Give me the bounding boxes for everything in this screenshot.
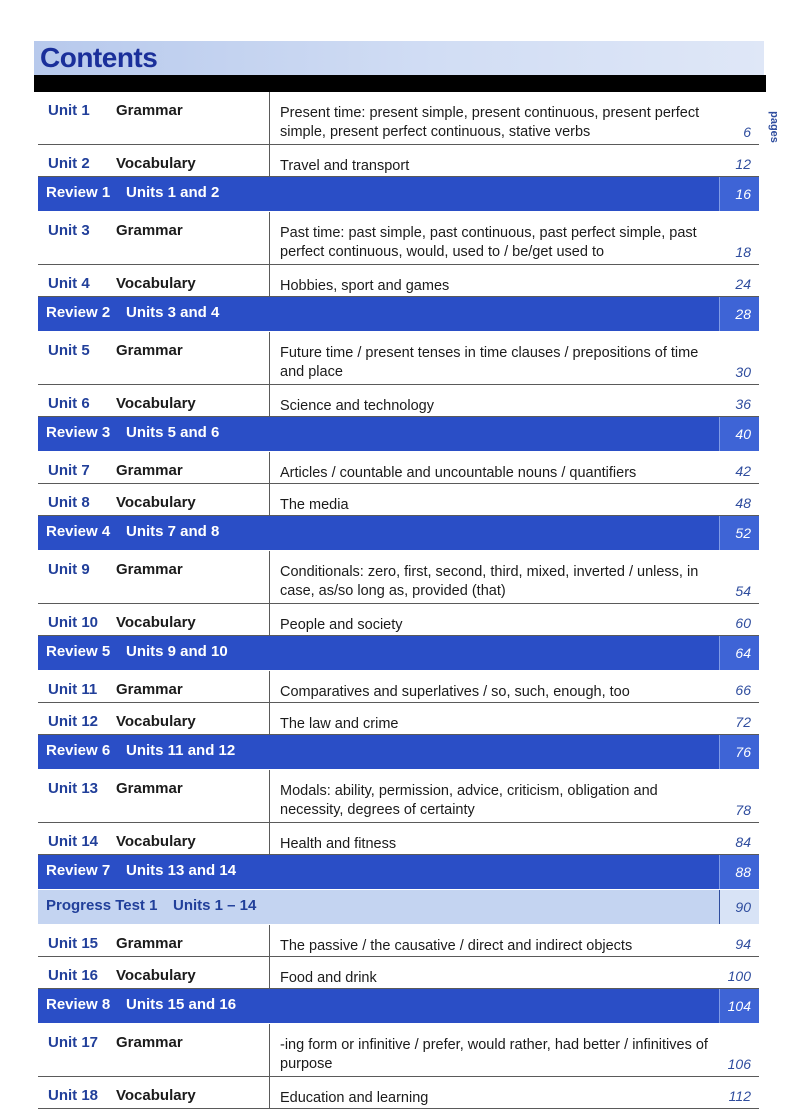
page-number: 90 [719,890,759,924]
review-units: Units 9 and 10 [126,643,228,660]
unit-label: Unit 12 [48,713,99,730]
unit-label: Unit 8 [48,494,90,511]
page-number: 94 [735,936,751,952]
unit-label: Unit 2 [48,155,90,172]
page-number: 60 [735,615,751,631]
page-number: 36 [735,396,751,412]
unit-description: The passive / the causative / direct and indirect objects [269,925,709,956]
category-label: Grammar [116,681,183,698]
toc-row-unit-4[interactable] [38,265,759,297]
toc-row-review-4[interactable] [38,516,759,551]
category-label: Vocabulary [116,494,196,511]
category-label: Grammar [116,102,183,119]
unit-label: Unit 13 [48,780,99,797]
category-label: Vocabulary [116,713,196,730]
category-label: Vocabulary [116,395,196,412]
page-number: 88 [719,855,759,889]
unit-label: Unit 17 [48,1034,99,1051]
toc-row-unit-18[interactable] [38,1077,759,1109]
review-units: Units 15 and 16 [126,996,237,1013]
category-label: Grammar [116,342,183,359]
progress-test-label: Progress Test 1 [46,897,158,914]
unit-description: Past time: past simple, past continuous, past perfect simple, past perfect continuous, would, used to / be/get used to [269,212,709,264]
toc-row-unit-10[interactable] [38,604,759,636]
toc-row-review-8[interactable] [38,989,759,1024]
page-number: 16 [719,177,759,211]
toc-row-unit-11[interactable] [38,671,759,703]
toc-row-review-3[interactable] [38,417,759,452]
toc-row-unit-14[interactable] [38,823,759,855]
category-label: Grammar [116,222,183,239]
toc-row-unit-6[interactable] [38,385,759,417]
unit-description: Health and fitness [269,823,709,854]
toc-row-review-5[interactable] [38,636,759,671]
toc-row-unit-12[interactable] [38,703,759,735]
unit-description: Present time: present simple, present continuous, present perfect simple, present perfect continuous, stative verbs [269,92,709,144]
unit-description: Conditionals: zero, first, second, third, mixed, inverted / unless, in case, as/so long as, provided (that) [269,551,709,603]
progress-test-units: Units 1 – 14 [173,897,257,914]
category-label: Grammar [116,935,183,952]
page-number: 84 [735,834,751,850]
unit-description: Food and drink [269,957,709,988]
review-units: Units 3 and 4 [126,304,220,321]
page-number: 72 [735,714,751,730]
unit-description: Education and learning [269,1077,709,1108]
unit-description: Future time / present tenses in time clauses / prepositions of time and place [269,332,709,384]
unit-label: Unit 3 [48,222,90,239]
toc-row-unit-7[interactable] [38,452,759,484]
category-label: Vocabulary [116,275,196,292]
review-label: Review 8 [46,996,111,1013]
page-number: 66 [735,682,751,698]
unit-label: Unit 5 [48,342,90,359]
page-number: 40 [719,417,759,451]
review-units: Units 7 and 8 [126,523,220,540]
unit-label: Unit 14 [48,833,99,850]
toc-row-unit-5[interactable] [38,332,759,385]
review-label: Review 5 [46,643,111,660]
review-units: Units 1 and 2 [126,184,220,201]
unit-label: Unit 11 [48,681,98,698]
review-units: Units 11 and 12 [126,742,236,759]
unit-label: Unit 10 [48,614,99,631]
review-units: Units 13 and 14 [126,862,237,879]
unit-label: Unit 9 [48,561,90,578]
category-label: Vocabulary [116,155,196,172]
toc-row-unit-16[interactable] [38,957,759,989]
toc-row-unit-9[interactable] [38,551,759,604]
toc-row-review-2[interactable] [38,297,759,332]
page-number: 28 [719,297,759,331]
page-number: 54 [735,583,751,599]
page-number: 112 [728,1088,751,1104]
unit-label: Unit 16 [48,967,99,984]
page-number: 12 [735,156,751,172]
page-number: 76 [719,735,759,769]
category-label: Vocabulary [116,614,196,631]
unit-description: The law and crime [269,703,709,734]
page-number: 100 [727,968,751,984]
page-number: 48 [735,495,751,511]
unit-label: Unit 18 [48,1087,99,1104]
toc-row-progress-test-1[interactable] [38,890,759,925]
unit-label: Unit 6 [48,395,90,412]
toc-row-review-7[interactable] [38,855,759,890]
unit-description: Travel and transport [269,145,709,176]
side-label-text: pages [767,111,780,143]
page-number: 30 [735,364,751,380]
unit-label: Unit 7 [48,462,90,479]
toc-row-unit-15[interactable] [38,925,759,957]
unit-description: Science and technology [269,385,709,416]
unit-label: Unit 4 [48,275,90,292]
category-label: Grammar [116,1034,183,1051]
page-number: 24 [735,276,751,292]
toc-row-unit-8[interactable] [38,484,759,516]
toc-row-unit-2[interactable] [38,145,759,177]
page-number: 52 [719,516,759,550]
page-number: 106 [727,1056,751,1072]
header-rule [34,75,766,92]
category-label: Vocabulary [116,1087,196,1104]
unit-description: Comparatives and superlatives / so, such, enough, too [269,671,709,702]
review-units: Units 5 and 6 [126,424,220,441]
category-label: Grammar [116,561,183,578]
unit-description: Hobbies, sport and games [269,265,709,296]
contents-table [38,92,759,1109]
category-label: Grammar [116,462,183,479]
page-number: 78 [735,802,751,818]
page-number: 42 [735,463,751,479]
unit-label: Unit 15 [48,935,99,952]
page-number: 6 [743,124,751,140]
category-label: Vocabulary [116,967,196,984]
toc-row-review-6[interactable] [38,735,759,770]
toc-row-unit-1[interactable] [38,92,759,145]
page-title: Contents [40,42,158,73]
unit-description: Modals: ability, permission, advice, criticism, obligation and necessity, degrees of certainty [269,770,709,822]
category-label: Vocabulary [116,833,196,850]
unit-label: Unit 1 [48,102,90,119]
review-label: Review 3 [46,424,111,441]
toc-row-unit-3[interactable] [38,212,759,265]
page-number: 18 [735,244,751,260]
toc-row-review-1[interactable] [38,177,759,212]
unit-description: Articles / countable and uncountable nouns / quantifiers [269,452,709,483]
toc-row-unit-17[interactable] [38,1024,759,1077]
toc-row-unit-13[interactable] [38,770,759,823]
review-label: Review 4 [46,523,111,540]
review-label: Review 7 [46,862,111,879]
page-number: 64 [719,636,759,670]
unit-description: The media [269,484,709,515]
review-label: Review 6 [46,742,111,759]
side-label [768,103,788,153]
review-label: Review 1 [46,184,111,201]
unit-description: People and society [269,604,709,635]
category-label: Grammar [116,780,183,797]
unit-description: -ing form or infinitive / prefer, would rather, had better / infinitives of purpose [269,1024,709,1076]
page-number: 104 [719,989,759,1023]
review-label: Review 2 [46,304,111,321]
